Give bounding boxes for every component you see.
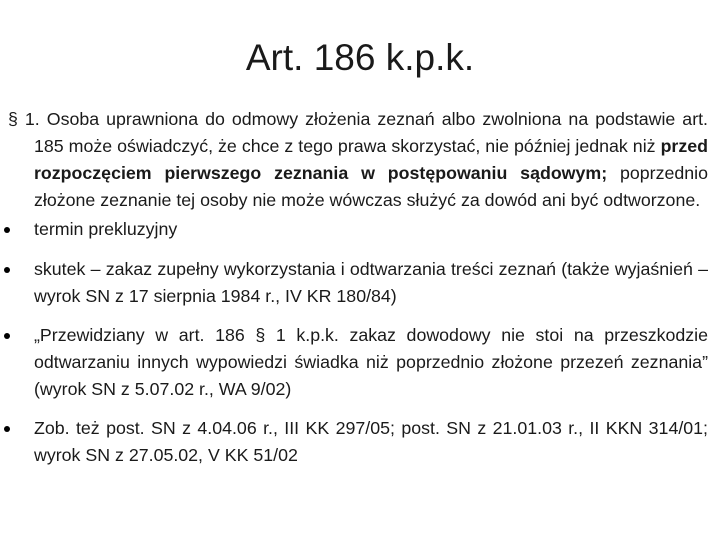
list-item [34, 256, 708, 310]
list-item-text: „Przewidziany w art. 186 § 1 k.p.k. zakaz dowodowy nie stoi na przeszkodzie odtwarzaniu innych wypowiedzi świadka niż poprzednio złożone przezeń zeznania” (wyrok SN z 5.07.02 r., WA 9/02) [34, 325, 708, 399]
paragraph-text-start: § 1. Osoba uprawniona do odmowy złożenia zeznań albo zwolniona na podstawie art. 185 może oświadczyć, że chce z tego prawa skorzystać, nie później jednak niż [8, 109, 708, 156]
list-item-text: skutek – zakaz zupełny wykorzystania i odtwarzania treści zeznań (także wyjaśnień – wyrok SN z 17 sierpnia 1984 r., IV KR 180/84) [34, 259, 708, 306]
list-item [34, 322, 708, 403]
slide-content [0, 106, 720, 469]
list-item [34, 415, 708, 469]
paragraph-bold-text: przed rozpoczęciem pierwszego zeznania w postępowaniu sądowym; [34, 136, 708, 183]
slide-title: Art. 186 k.p.k. [245, 37, 475, 78]
bullet-icon [4, 227, 10, 233]
list-item-text: Zob. też post. SN z 4.04.06 r., III KK 297/05; post. SN z 21.01.03 r., II KKN 314/01; wyrok SN z 27.05.02, V KK 51/02 [34, 418, 708, 465]
bullet-icon [4, 333, 10, 339]
list-item-text: termin prekluzyjny [34, 219, 178, 239]
bullet-list [0, 216, 720, 469]
paragraph-text-end: poprzednio złożone zeznanie tej osoby nie może wówczas służyć za dowód ani być odtworzone. [34, 163, 708, 210]
article-paragraph [8, 106, 708, 214]
bullet-icon [4, 426, 10, 432]
list-item [34, 216, 708, 243]
bullet-icon [4, 267, 10, 273]
